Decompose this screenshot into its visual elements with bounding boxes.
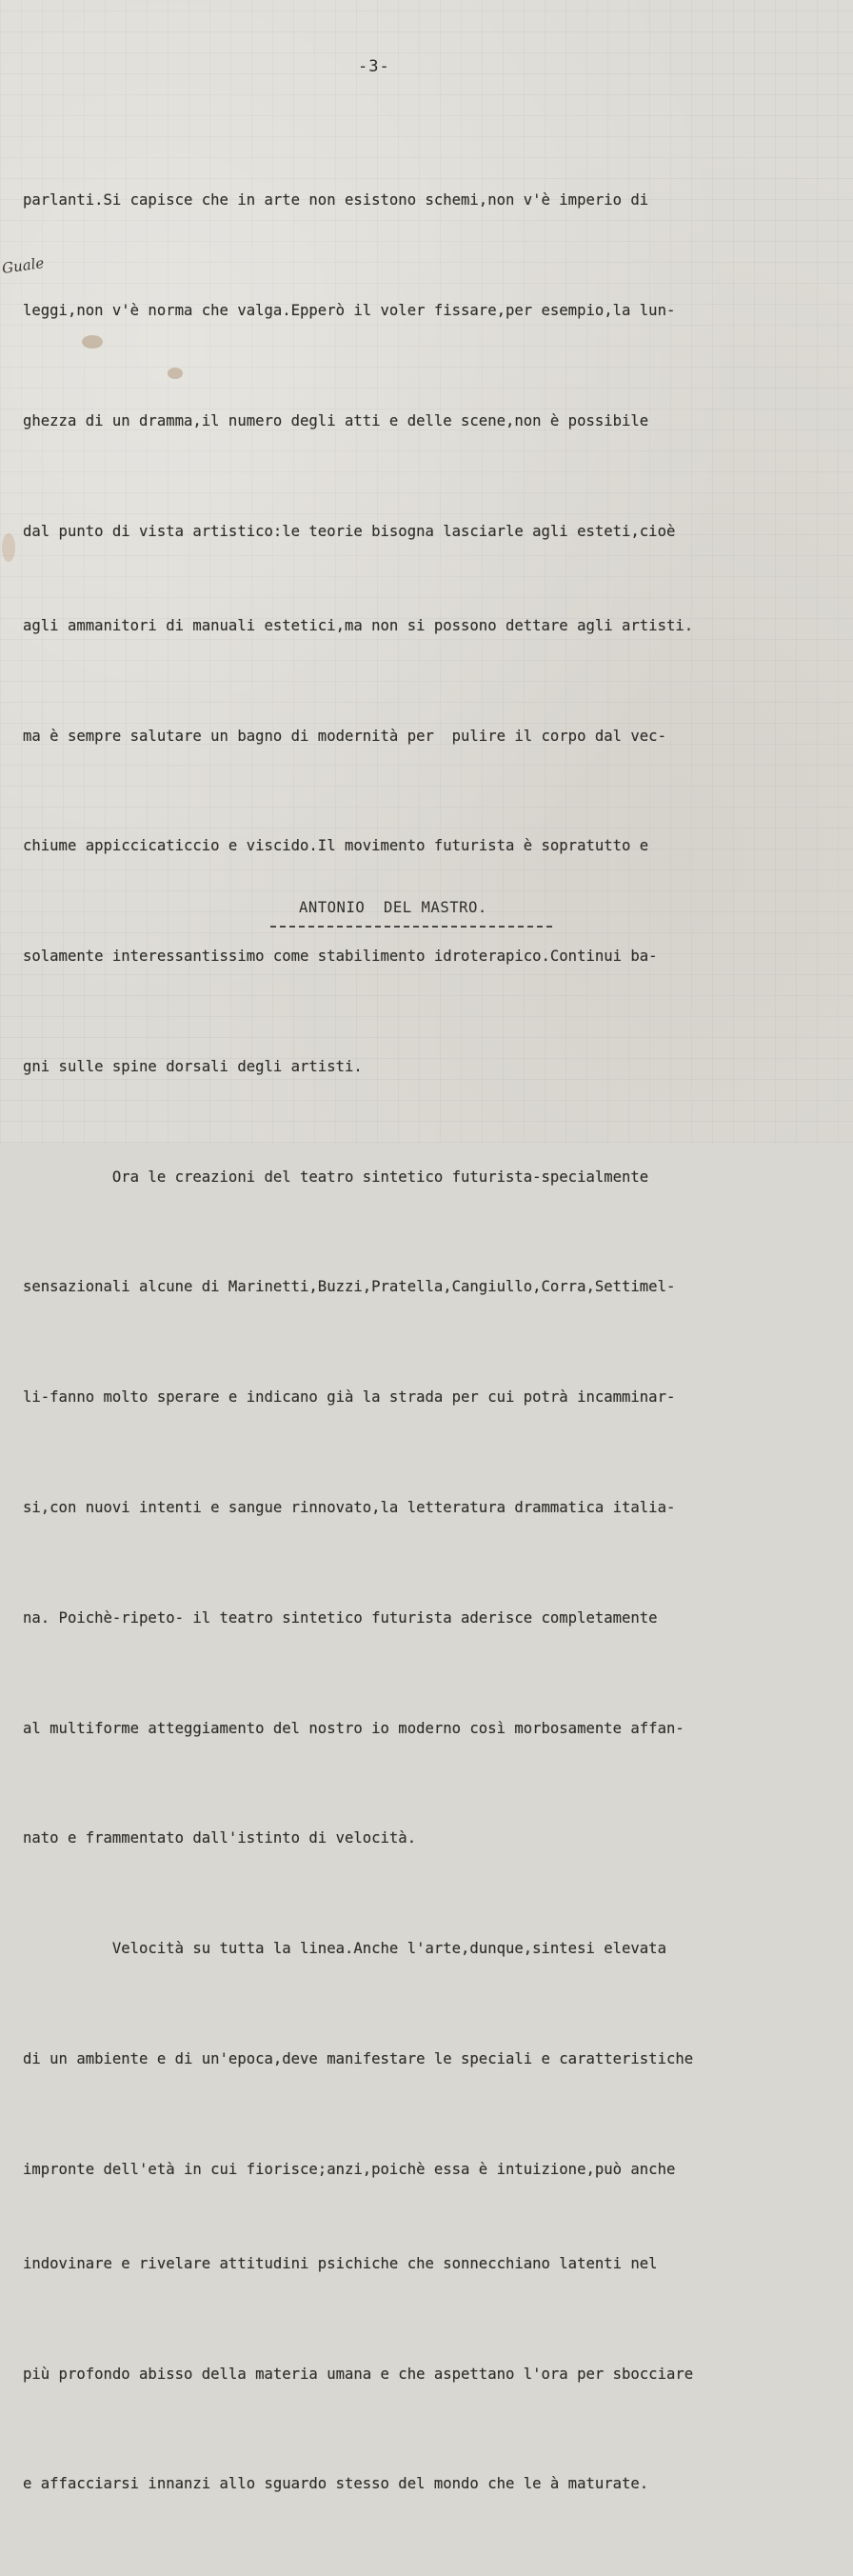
text-line: chiume appiccicaticcio e viscido.Il movimento futurista è sopratutto e	[23, 837, 649, 855]
text-line: dal punto di vista artistico:le teorie bisogna lasciarle agli esteti,cioè	[23, 522, 676, 540]
text-line: impronte dell'età in cui fiorisce;anzi,poichè essa è intuizione,può anche	[23, 2160, 676, 2178]
text-line: ghezza di un dramma,il numero degli atti e delle scene,non è possibile	[23, 411, 649, 429]
text-line: solamente interessantissimo come stabilimento idroterapico.Continui ba-	[23, 948, 658, 966]
text-line: Ora le creazioni del teatro sintetico futurista-specialmente	[23, 1168, 649, 1186]
text-line: di un ambiente e di un'epoca,deve manifestare le speciali e caratteristiche	[23, 2049, 694, 2067]
author-signature: ANTONIO DEL MASTRO.	[299, 899, 487, 916]
text-line: na. Poichè-ripeto- il teatro sintetico futurista aderisce completamente	[23, 1608, 658, 1627]
text-line: nato e frammentato dall'istinto di velocità.	[23, 1829, 417, 1847]
text-line: si,con nuovi intenti e sangue rinnovato,la letteratura drammatica italia-	[23, 1498, 676, 1516]
text-line: sensazionali alcune di Marinetti,Buzzi,Pratella,Cangiullo,Corra,Settimel-	[23, 1278, 676, 1296]
text-line: gni sulle spine dorsali degli artisti.	[23, 1057, 363, 1075]
text-line: e affacciarsi innanzi allo sguardo stesso del mondo che le à maturate.	[23, 2475, 649, 2493]
text-line: li-fanno molto sperare e indicano già la strada per cui potrà incamminar-	[23, 1388, 676, 1407]
text-line: agli ammanitori di manuali estetici,ma non si possono dettare agli artisti.	[23, 616, 694, 634]
text-line: al multiforme atteggiamento del nostro io moderno così morbosamente affan-	[23, 1719, 684, 1737]
text-line: più profondo abisso della materia umana e che aspettano l'ora per sbocciare	[23, 2365, 694, 2383]
paper-stain	[2, 533, 15, 562]
text-line: Velocità su tutta la linea.Anche l'arte,dunque,sintesi elevata	[23, 1940, 666, 1958]
text-line: indovinare e rivelare attitudini psichiche che sonnecchiano latenti nel	[23, 2254, 658, 2272]
text-line: parlanti.Si capisce che in arte non esistono schemi,non v'è imperio di	[23, 191, 649, 210]
text-line: leggi,non v'è norma che valga.Epperò il voler fissare,per esempio,la lun-	[23, 301, 676, 319]
signature-underline	[270, 926, 552, 928]
handwritten-margin-note: Guale	[0, 254, 46, 277]
text-line: ma è sempre salutare un bagno di modernità per pulire il corpo dal vec-	[23, 727, 666, 745]
body-text	[23, 109, 847, 2576]
page-number: -3-	[358, 57, 390, 76]
